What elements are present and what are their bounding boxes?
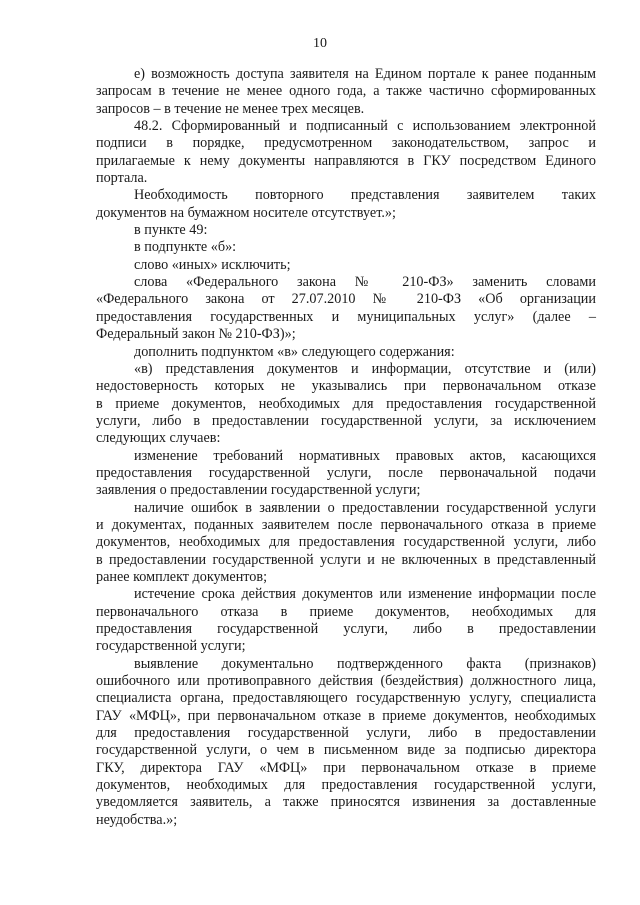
text-line: предоставления государственной услуги, либо в предоставлении [96, 621, 596, 637]
text-line: изменение требований нормативных правовых актов, касающихся [134, 447, 596, 464]
document-body [96, 66, 596, 829]
text-line: выявление документально подтвержденного факта (признаков) [134, 655, 596, 672]
text-line: слова «Федерального закона № 210-ФЗ» заменить словами [134, 274, 596, 291]
text-line: уведомляется заявитель, а также приносятся извинения за доставленные [96, 794, 596, 811]
text-line: специалиста органа, предоставляющего государственную услугу, специалиста [96, 690, 596, 707]
text-line: истечение срока действия документов или изменение информации после [134, 586, 596, 603]
text-line: в пункте 49: [134, 222, 208, 239]
text-line: ошибочного или противоправного действия (бездействия) должностного лица, [96, 673, 596, 690]
text-line: е) возможность доступа заявителя на Едином портале к ранее поданным [134, 66, 596, 82]
text-line: неудобства.»; [96, 811, 178, 828]
text-line: наличие ошибок в заявлении о предоставлении государственной услуги [134, 499, 596, 516]
text-line: государственной услуги, о чем в письменном виде за подписью директора [96, 742, 596, 759]
text-line: услуги, либо в предоставлении государственной услуги, за исключением [96, 412, 596, 429]
text-line: Федеральный закон № 210-ФЗ)»; [96, 326, 296, 343]
text-line: предоставления государственных и муниципальных услуг» (далее – [96, 308, 596, 325]
text-line: ГАУ «МФЦ», при первоначальном отказе в приеме документов, необходимых [96, 707, 596, 724]
text-line: в предоставлении государственной услуги и не включенных в представленный [96, 551, 596, 568]
text-line: и документах, поданных заявителем после первоначального отказа в приеме [96, 516, 596, 533]
text-line: государственной услуги; [96, 638, 246, 655]
text-line: запросам в течение не менее одного года, а также частично сформированных [96, 83, 596, 100]
text-line: портала. [96, 170, 148, 187]
text-line: дополнить подпунктом «в» следующего содержания: [134, 343, 455, 360]
text-line: прилагаемые к нему документы направляются в ГКУ посредством Единого [96, 152, 596, 169]
text-line: для предоставления государственной услуги, либо в предоставлении [96, 725, 596, 742]
page-number: 10 [313, 36, 327, 51]
text-line: документов на бумажном носителе отсутствует.»; [96, 204, 396, 221]
text-line: в подпункте «б»: [134, 239, 237, 256]
text-line: запросов – в течение не менее трех месяцев. [96, 100, 365, 117]
text-line: Необходимость повторного представления заявителем таких [134, 187, 596, 204]
text-line: «в) представления документов и информации, отсутствие и (или) [134, 360, 596, 377]
text-line: первоначального отказа в приеме документов, необходимых для [96, 603, 596, 620]
text-line: заявления о предоставлении государственной услуги; [96, 482, 421, 499]
text-line: в приеме документов, необходимых для предоставления государственной [96, 395, 596, 412]
text-line: документов, необходимых для предоставления государственной услуги, либо [96, 534, 596, 551]
text-line: предоставления государственной услуги, после первоначальной подачи [96, 464, 596, 481]
text-line: подписи в порядке, предусмотренном законодательством, запрос и [96, 135, 596, 152]
text-line: ранее комплект документов; [96, 568, 268, 585]
text-line: ГКУ, директора ГАУ «МФЦ» при первоначальном отказе в приеме [96, 759, 596, 776]
text-line: «Федерального закона от 27.07.2010 № 210-ФЗ «Об организации [96, 291, 596, 308]
text-line: 48.2. Сформированный и подписанный с использованием электронной [134, 118, 596, 135]
text-line: недостоверность которых не указывались при первоначальном отказе [96, 378, 596, 395]
text-line: следующих случаев: [96, 430, 221, 447]
text-line: слово «иных» исключить; [134, 256, 291, 273]
text-line: документов, необходимых для предоставления государственной услуги, [96, 777, 596, 794]
